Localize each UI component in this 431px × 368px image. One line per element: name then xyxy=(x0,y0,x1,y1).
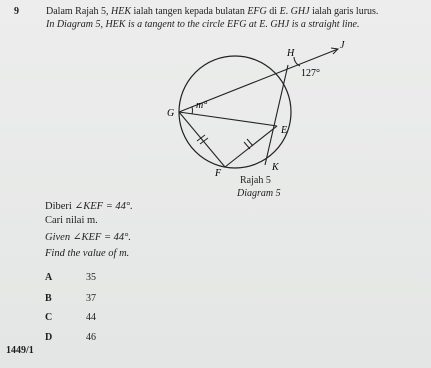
question-number: 9 xyxy=(14,6,19,17)
text-part: . xyxy=(285,6,291,17)
label-angle-h: 127° xyxy=(301,68,320,79)
ask-ms: Cari nilai m. xyxy=(45,215,98,226)
tick-mark xyxy=(247,139,253,146)
text-part: EFG xyxy=(247,6,267,17)
label-e: E xyxy=(281,125,288,136)
label-h: H xyxy=(287,48,295,59)
text-part: ialah tangen kepada bulatan xyxy=(130,6,248,17)
caption-en: Diagram 5 xyxy=(237,188,281,199)
text-part: E xyxy=(279,6,286,17)
option-c-value[interactable]: 44 xyxy=(86,312,96,323)
option-a-letter[interactable]: A xyxy=(45,272,53,283)
option-c-letter[interactable]: C xyxy=(45,312,53,323)
paper-code: 1449/1 xyxy=(6,345,34,356)
text-part: GHJ xyxy=(290,6,310,17)
option-d-value[interactable]: 46 xyxy=(86,332,96,343)
question-text-en: In Diagram 5, HEK is a tangent to the circle EFG at E. GHJ is a straight line. xyxy=(46,19,360,30)
label-f: F xyxy=(215,168,222,179)
text-part: di xyxy=(266,6,280,17)
label-k: K xyxy=(272,162,279,173)
label-g: G xyxy=(167,108,175,119)
given-ms xyxy=(45,201,133,213)
option-b-letter[interactable]: B xyxy=(45,293,52,304)
circle-efg xyxy=(179,56,291,168)
option-b-value[interactable]: 37 xyxy=(86,293,96,304)
given-prefix: Given xyxy=(45,232,73,243)
given-expression: ∠KEF = 44°. xyxy=(72,232,131,243)
ask-en: Find the value of m. xyxy=(45,248,130,259)
text-part: HEK xyxy=(110,6,131,17)
text-part: Dalam Rajah 5, xyxy=(46,6,111,17)
option-a-value[interactable]: 35 xyxy=(86,272,96,283)
tick-mark xyxy=(244,142,250,149)
label-angle-g: m° xyxy=(196,100,208,111)
question-text-ms xyxy=(46,6,378,18)
tick-mark xyxy=(197,135,205,141)
text-part: ialah garis lurus. xyxy=(309,6,379,17)
given-expression: ∠KEF = 44°. xyxy=(74,201,133,212)
chord-ge xyxy=(179,112,277,126)
given-prefix: Diberi xyxy=(45,201,75,212)
given-en xyxy=(45,232,131,244)
option-d-letter[interactable]: D xyxy=(45,332,53,343)
label-j: J xyxy=(340,40,345,51)
caption-ms: Rajah 5 xyxy=(240,175,271,186)
